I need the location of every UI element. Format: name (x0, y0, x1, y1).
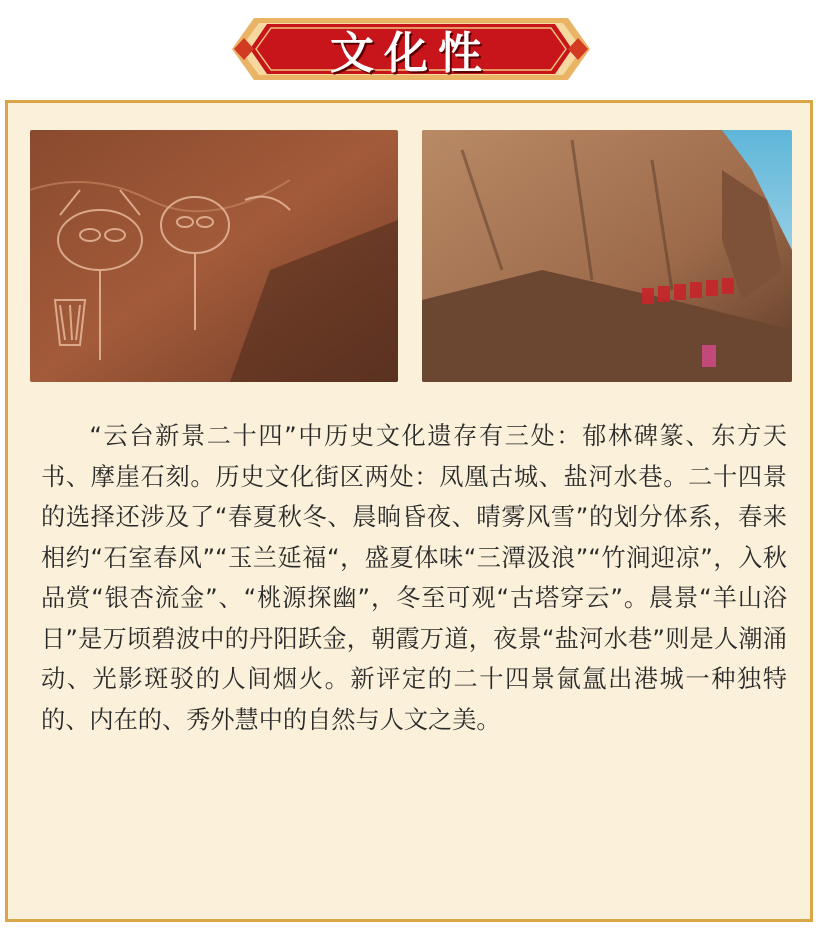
rock-carving-photo (30, 130, 398, 382)
page-title: 文化性 (330, 28, 492, 79)
cliff-inscription-icon (422, 130, 792, 382)
rock-carving-petroglyph-icon (30, 130, 398, 382)
cliff-inscription-photo (422, 130, 792, 382)
article-body: “云台新景二十四”中历史文化遗存有三处：郁林碑篆、东方天书、摩崖石刻。历史文化街区两处：凤凰古城、盐河水巷。二十四景的选择还涉及了“春夏秋冬、晨晌昏夜、晴雾风雪”的划分体系，春来相约“石室春风”“玉兰延福“，盛夏体味“三潭汲浪”“竹涧迎凉”，入秋品赏“银杏流金”、“桃源探幽”，冬至可观“古塔穿云”。晨景“羊山浴日”是万顷碧波中的丹阳跃金，朝霞万道，夜景“盐河水巷”则是人潮涌动、光影斑驳的人间烟火。新评定的二十四景氤氲出港城一种独特的、内在的、秀外慧中的自然与人文之美。 (41, 422, 787, 734)
content-frame (5, 100, 813, 922)
title-banner (232, 14, 590, 84)
